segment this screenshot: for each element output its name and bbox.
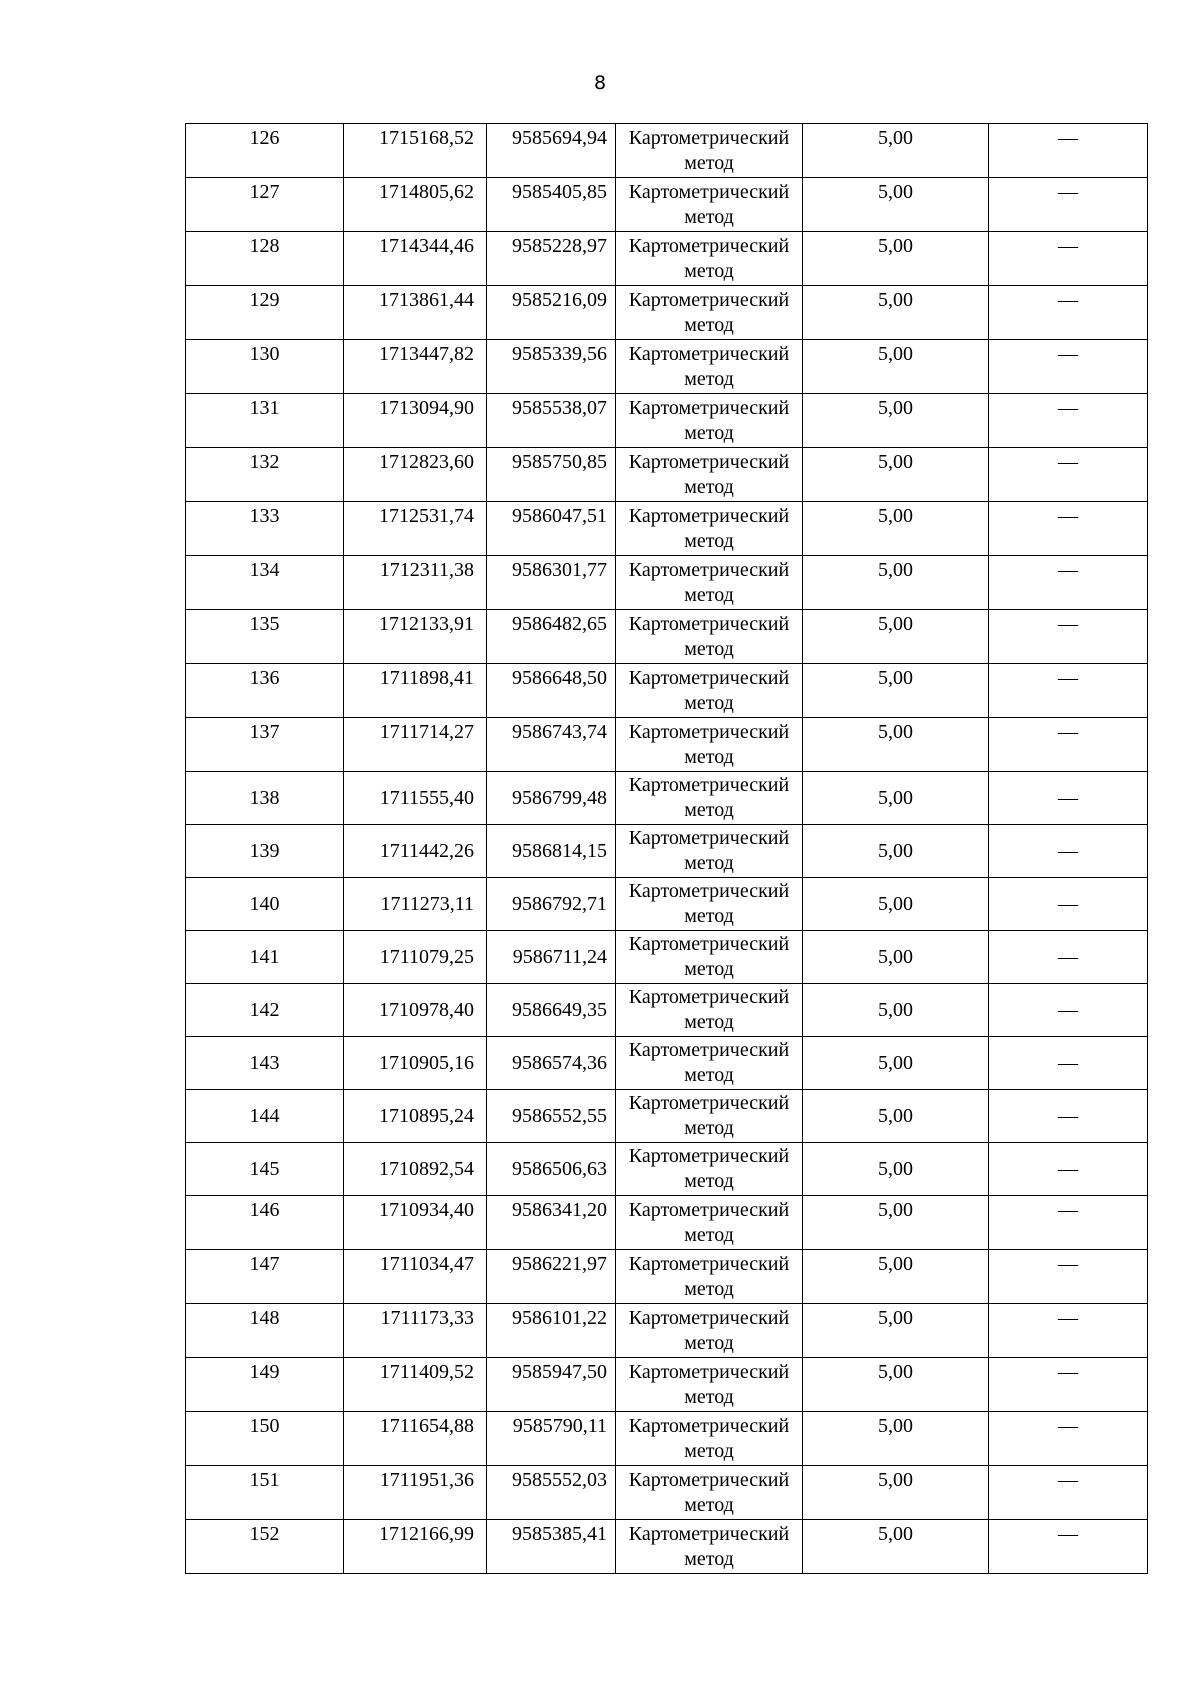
table-row bbox=[186, 178, 1148, 232]
table-row bbox=[186, 1250, 1148, 1304]
x-coordinate-cell: 1711273,11 bbox=[344, 878, 487, 931]
accuracy-cell: 5,00 bbox=[803, 1090, 989, 1143]
description-cell: — bbox=[989, 502, 1148, 556]
point-number-cell: 143 bbox=[186, 1037, 344, 1090]
table-row bbox=[186, 610, 1148, 664]
description-cell: — bbox=[989, 984, 1148, 1037]
description-cell: — bbox=[989, 286, 1148, 340]
table-row bbox=[186, 232, 1148, 286]
description-cell: — bbox=[989, 1196, 1148, 1250]
method-cell bbox=[616, 556, 803, 610]
table-row bbox=[186, 931, 1148, 984]
method-text-line: Картометрический bbox=[628, 827, 790, 849]
method-text-line: Картометрический bbox=[628, 181, 790, 203]
description-cell: — bbox=[989, 1358, 1148, 1412]
y-coordinate-cell: 9585405,85 bbox=[487, 178, 616, 232]
x-coordinate-cell: 1713447,82 bbox=[344, 340, 487, 394]
description-cell: — bbox=[989, 718, 1148, 772]
point-number-cell: 127 bbox=[186, 178, 344, 232]
method-text-line: метод bbox=[684, 1332, 734, 1354]
y-coordinate-cell: 9586482,65 bbox=[487, 610, 616, 664]
method-cell bbox=[616, 772, 803, 825]
point-number-cell: 142 bbox=[186, 984, 344, 1037]
method-text-line: метод bbox=[684, 905, 734, 927]
y-coordinate-cell: 9585750,85 bbox=[487, 448, 616, 502]
description-cell: — bbox=[989, 1037, 1148, 1090]
x-coordinate-cell: 1712133,91 bbox=[344, 610, 487, 664]
point-number-cell: 134 bbox=[186, 556, 344, 610]
y-coordinate-cell: 9585216,09 bbox=[487, 286, 616, 340]
x-coordinate-cell: 1712311,38 bbox=[344, 556, 487, 610]
method-text-line: Картометрический bbox=[628, 613, 790, 635]
y-coordinate-cell: 9586047,51 bbox=[487, 502, 616, 556]
method-text-line: метод bbox=[684, 1224, 734, 1246]
table-row bbox=[186, 340, 1148, 394]
method-text-line: метод bbox=[684, 422, 734, 444]
method-cell bbox=[616, 610, 803, 664]
method-text-line: Картометрический bbox=[628, 505, 790, 527]
description-cell: — bbox=[989, 825, 1148, 878]
method-text-line: Картометрический bbox=[628, 933, 790, 955]
point-number-cell: 144 bbox=[186, 1090, 344, 1143]
accuracy-cell: 5,00 bbox=[803, 1250, 989, 1304]
method-cell bbox=[616, 1412, 803, 1466]
x-coordinate-cell: 1711173,33 bbox=[344, 1304, 487, 1358]
table-row bbox=[186, 1143, 1148, 1196]
x-coordinate-cell: 1710892,54 bbox=[344, 1143, 487, 1196]
accuracy-cell: 5,00 bbox=[803, 394, 989, 448]
y-coordinate-cell: 9585339,56 bbox=[487, 340, 616, 394]
y-coordinate-cell: 9585947,50 bbox=[487, 1358, 616, 1412]
method-text-line: Картометрический bbox=[628, 1361, 790, 1383]
method-text-line: метод bbox=[684, 1278, 734, 1300]
accuracy-cell: 5,00 bbox=[803, 1520, 989, 1574]
point-number-cell: 152 bbox=[186, 1520, 344, 1574]
x-coordinate-cell: 1711714,27 bbox=[344, 718, 487, 772]
x-coordinate-cell: 1710905,16 bbox=[344, 1037, 487, 1090]
method-text-line: Картометрический bbox=[628, 880, 790, 902]
y-coordinate-cell: 9586301,77 bbox=[487, 556, 616, 610]
accuracy-cell: 5,00 bbox=[803, 556, 989, 610]
accuracy-cell: 5,00 bbox=[803, 1412, 989, 1466]
point-number-cell: 129 bbox=[186, 286, 344, 340]
description-cell: — bbox=[989, 1520, 1148, 1574]
method-text-line: метод bbox=[684, 206, 734, 228]
point-number-cell: 150 bbox=[186, 1412, 344, 1466]
point-number-cell: 140 bbox=[186, 878, 344, 931]
method-text-line: Картометрический bbox=[628, 343, 790, 365]
x-coordinate-cell: 1711555,40 bbox=[344, 772, 487, 825]
accuracy-cell: 5,00 bbox=[803, 1358, 989, 1412]
table-row bbox=[186, 1304, 1148, 1358]
table-row bbox=[186, 124, 1148, 178]
method-text-line: Картометрический bbox=[628, 721, 790, 743]
table-row bbox=[186, 394, 1148, 448]
y-coordinate-cell: 9586792,71 bbox=[487, 878, 616, 931]
description-cell: — bbox=[989, 1304, 1148, 1358]
table-row bbox=[186, 1358, 1148, 1412]
point-number-cell: 133 bbox=[186, 502, 344, 556]
method-cell bbox=[616, 931, 803, 984]
x-coordinate-cell: 1714805,62 bbox=[344, 178, 487, 232]
method-cell bbox=[616, 984, 803, 1037]
method-text-line: Картометрический bbox=[628, 1523, 790, 1545]
description-cell: — bbox=[989, 340, 1148, 394]
accuracy-cell: 5,00 bbox=[803, 878, 989, 931]
x-coordinate-cell: 1710934,40 bbox=[344, 1196, 487, 1250]
method-cell bbox=[616, 1304, 803, 1358]
y-coordinate-cell: 9586648,50 bbox=[487, 664, 616, 718]
point-number-cell: 132 bbox=[186, 448, 344, 502]
method-text-line: Картометрический bbox=[628, 1039, 790, 1061]
method-text-line: Картометрический bbox=[628, 235, 790, 257]
description-cell: — bbox=[989, 772, 1148, 825]
point-number-cell: 149 bbox=[186, 1358, 344, 1412]
table-row bbox=[186, 1520, 1148, 1574]
method-text-line: Картометрический bbox=[628, 397, 790, 419]
method-text-line: Картометрический bbox=[628, 127, 790, 149]
y-coordinate-cell: 9585790,11 bbox=[487, 1412, 616, 1466]
accuracy-cell: 5,00 bbox=[803, 664, 989, 718]
accuracy-cell: 5,00 bbox=[803, 931, 989, 984]
point-number-cell: 131 bbox=[186, 394, 344, 448]
method-text-line: Картометрический bbox=[628, 667, 790, 689]
method-cell bbox=[616, 448, 803, 502]
x-coordinate-cell: 1710895,24 bbox=[344, 1090, 487, 1143]
accuracy-cell: 5,00 bbox=[803, 124, 989, 178]
point-number-cell: 130 bbox=[186, 340, 344, 394]
accuracy-cell: 5,00 bbox=[803, 1037, 989, 1090]
y-coordinate-cell: 9586814,15 bbox=[487, 825, 616, 878]
table-row bbox=[186, 286, 1148, 340]
method-text-line: метод bbox=[684, 260, 734, 282]
y-coordinate-cell: 9586341,20 bbox=[487, 1196, 616, 1250]
x-coordinate-cell: 1715168,52 bbox=[344, 124, 487, 178]
method-cell bbox=[616, 232, 803, 286]
accuracy-cell: 5,00 bbox=[803, 772, 989, 825]
description-cell: — bbox=[989, 178, 1148, 232]
method-text-line: Картометрический bbox=[628, 1199, 790, 1221]
point-number-cell: 151 bbox=[186, 1466, 344, 1520]
description-cell: — bbox=[989, 1250, 1148, 1304]
x-coordinate-cell: 1712531,74 bbox=[344, 502, 487, 556]
method-text-line: Картометрический bbox=[628, 986, 790, 1008]
x-coordinate-cell: 1711409,52 bbox=[344, 1358, 487, 1412]
table-row bbox=[186, 1090, 1148, 1143]
method-text-line: метод bbox=[684, 799, 734, 821]
table-row bbox=[186, 1037, 1148, 1090]
method-cell bbox=[616, 1196, 803, 1250]
method-text-line: метод bbox=[684, 1494, 734, 1516]
x-coordinate-cell: 1711951,36 bbox=[344, 1466, 487, 1520]
y-coordinate-cell: 9586221,97 bbox=[487, 1250, 616, 1304]
method-text-line: Картометрический bbox=[628, 559, 790, 581]
accuracy-cell: 5,00 bbox=[803, 1304, 989, 1358]
table-row bbox=[186, 825, 1148, 878]
method-text-line: метод bbox=[684, 1440, 734, 1462]
method-text-line: Картометрический bbox=[628, 451, 790, 473]
point-number-cell: 128 bbox=[186, 232, 344, 286]
method-text-line: метод bbox=[684, 1064, 734, 1086]
table-row bbox=[186, 1196, 1148, 1250]
x-coordinate-cell: 1711079,25 bbox=[344, 931, 487, 984]
accuracy-cell: 5,00 bbox=[803, 1466, 989, 1520]
method-text-line: Картометрический bbox=[628, 1145, 790, 1167]
description-cell: — bbox=[989, 394, 1148, 448]
method-cell bbox=[616, 878, 803, 931]
point-number-cell: 138 bbox=[186, 772, 344, 825]
method-cell bbox=[616, 1250, 803, 1304]
accuracy-cell: 5,00 bbox=[803, 1143, 989, 1196]
y-coordinate-cell: 9586743,74 bbox=[487, 718, 616, 772]
table-row bbox=[186, 772, 1148, 825]
method-text-line: метод bbox=[684, 692, 734, 714]
table-row bbox=[186, 1466, 1148, 1520]
method-text-line: Картометрический bbox=[628, 774, 790, 796]
point-number-cell: 126 bbox=[186, 124, 344, 178]
x-coordinate-cell: 1711034,47 bbox=[344, 1250, 487, 1304]
method-text-line: Картометрический bbox=[628, 1415, 790, 1437]
description-cell: — bbox=[989, 232, 1148, 286]
method-text-line: метод bbox=[684, 368, 734, 390]
x-coordinate-cell: 1711654,88 bbox=[344, 1412, 487, 1466]
accuracy-cell: 5,00 bbox=[803, 448, 989, 502]
description-cell: — bbox=[989, 1466, 1148, 1520]
y-coordinate-cell: 9585385,41 bbox=[487, 1520, 616, 1574]
x-coordinate-cell: 1712823,60 bbox=[344, 448, 487, 502]
table-row bbox=[186, 1412, 1148, 1466]
method-text-line: метод bbox=[684, 530, 734, 552]
y-coordinate-cell: 9586799,48 bbox=[487, 772, 616, 825]
description-cell: — bbox=[989, 124, 1148, 178]
method-text-line: метод bbox=[684, 1117, 734, 1139]
accuracy-cell: 5,00 bbox=[803, 502, 989, 556]
method-text-line: Картометрический bbox=[628, 1307, 790, 1329]
table-row bbox=[186, 448, 1148, 502]
description-cell: — bbox=[989, 556, 1148, 610]
point-number-cell: 148 bbox=[186, 1304, 344, 1358]
x-coordinate-cell: 1712166,99 bbox=[344, 1520, 487, 1574]
method-cell bbox=[616, 1358, 803, 1412]
page-number: 8 bbox=[593, 72, 607, 94]
x-coordinate-cell: 1710978,40 bbox=[344, 984, 487, 1037]
description-cell: — bbox=[989, 448, 1148, 502]
coordinates-table-body bbox=[186, 124, 1148, 1574]
accuracy-cell: 5,00 bbox=[803, 340, 989, 394]
y-coordinate-cell: 9586649,35 bbox=[487, 984, 616, 1037]
method-cell bbox=[616, 394, 803, 448]
table-row bbox=[186, 502, 1148, 556]
y-coordinate-cell: 9586574,36 bbox=[487, 1037, 616, 1090]
y-coordinate-cell: 9586506,63 bbox=[487, 1143, 616, 1196]
method-text-line: метод bbox=[684, 152, 734, 174]
method-text-line: метод bbox=[684, 476, 734, 498]
method-text-line: метод bbox=[684, 1011, 734, 1033]
method-cell bbox=[616, 825, 803, 878]
method-cell bbox=[616, 664, 803, 718]
method-text-line: метод bbox=[684, 1170, 734, 1192]
point-number-cell: 141 bbox=[186, 931, 344, 984]
method-text-line: метод bbox=[684, 1386, 734, 1408]
accuracy-cell: 5,00 bbox=[803, 718, 989, 772]
point-number-cell: 139 bbox=[186, 825, 344, 878]
method-text-line: метод bbox=[684, 1548, 734, 1570]
method-cell bbox=[616, 1037, 803, 1090]
point-number-cell: 147 bbox=[186, 1250, 344, 1304]
accuracy-cell: 5,00 bbox=[803, 178, 989, 232]
method-cell bbox=[616, 1090, 803, 1143]
description-cell: — bbox=[989, 1412, 1148, 1466]
accuracy-cell: 5,00 bbox=[803, 1196, 989, 1250]
x-coordinate-cell: 1711898,41 bbox=[344, 664, 487, 718]
method-text-line: метод bbox=[684, 746, 734, 768]
method-text-line: Картометрический bbox=[628, 1253, 790, 1275]
method-text-line: метод bbox=[684, 852, 734, 874]
description-cell: — bbox=[989, 1090, 1148, 1143]
y-coordinate-cell: 9585552,03 bbox=[487, 1466, 616, 1520]
method-text-line: Картометрический bbox=[628, 1092, 790, 1114]
accuracy-cell: 5,00 bbox=[803, 984, 989, 1037]
description-cell: — bbox=[989, 878, 1148, 931]
point-number-cell: 137 bbox=[186, 718, 344, 772]
point-number-cell: 146 bbox=[186, 1196, 344, 1250]
method-text-line: метод bbox=[684, 638, 734, 660]
x-coordinate-cell: 1714344,46 bbox=[344, 232, 487, 286]
accuracy-cell: 5,00 bbox=[803, 232, 989, 286]
method-text-line: Картометрический bbox=[628, 1469, 790, 1491]
method-cell bbox=[616, 1520, 803, 1574]
x-coordinate-cell: 1711442,26 bbox=[344, 825, 487, 878]
y-coordinate-cell: 9585694,94 bbox=[487, 124, 616, 178]
x-coordinate-cell: 1713094,90 bbox=[344, 394, 487, 448]
table-row bbox=[186, 878, 1148, 931]
accuracy-cell: 5,00 bbox=[803, 286, 989, 340]
table-row bbox=[186, 664, 1148, 718]
table-row bbox=[186, 556, 1148, 610]
method-cell bbox=[616, 124, 803, 178]
method-text-line: Картометрический bbox=[628, 289, 790, 311]
y-coordinate-cell: 9586711,24 bbox=[487, 931, 616, 984]
method-cell bbox=[616, 340, 803, 394]
method-text-line: метод bbox=[684, 314, 734, 336]
y-coordinate-cell: 9585228,97 bbox=[487, 232, 616, 286]
accuracy-cell: 5,00 bbox=[803, 610, 989, 664]
y-coordinate-cell: 9586552,55 bbox=[487, 1090, 616, 1143]
table-row bbox=[186, 718, 1148, 772]
coordinates-table bbox=[185, 123, 1148, 1574]
table-row bbox=[186, 984, 1148, 1037]
point-number-cell: 136 bbox=[186, 664, 344, 718]
method-text-line: метод bbox=[684, 958, 734, 980]
point-number-cell: 135 bbox=[186, 610, 344, 664]
description-cell: — bbox=[989, 931, 1148, 984]
method-cell bbox=[616, 1143, 803, 1196]
method-cell bbox=[616, 178, 803, 232]
method-cell bbox=[616, 1466, 803, 1520]
method-cell bbox=[616, 286, 803, 340]
x-coordinate-cell: 1713861,44 bbox=[344, 286, 487, 340]
y-coordinate-cell: 9586101,22 bbox=[487, 1304, 616, 1358]
point-number-cell: 145 bbox=[186, 1143, 344, 1196]
description-cell: — bbox=[989, 1143, 1148, 1196]
method-cell bbox=[616, 718, 803, 772]
accuracy-cell: 5,00 bbox=[803, 825, 989, 878]
method-cell bbox=[616, 502, 803, 556]
method-text-line: метод bbox=[684, 584, 734, 606]
description-cell: — bbox=[989, 664, 1148, 718]
description-cell: — bbox=[989, 610, 1148, 664]
y-coordinate-cell: 9585538,07 bbox=[487, 394, 616, 448]
